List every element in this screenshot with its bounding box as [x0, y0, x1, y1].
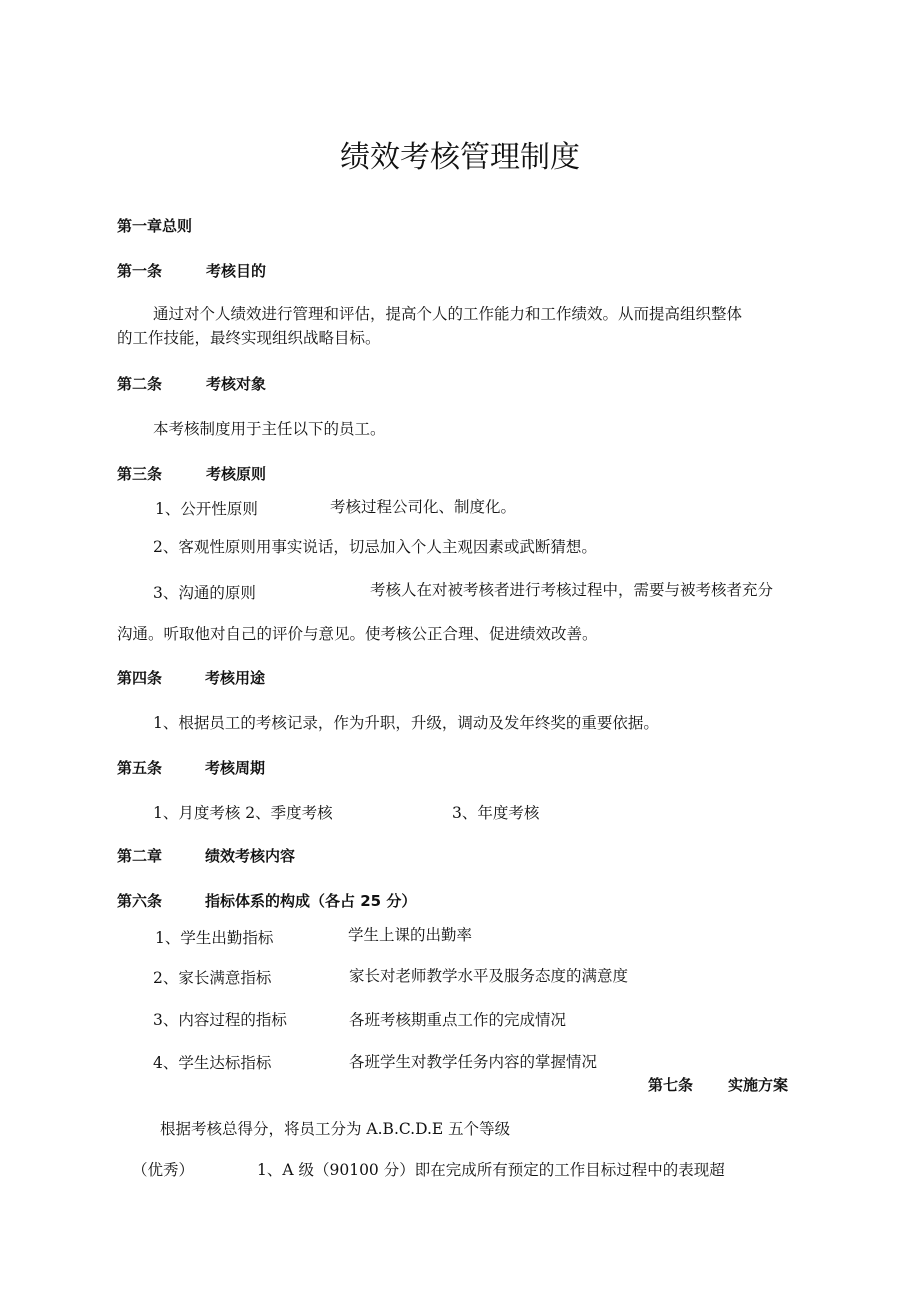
article-7-text: 根据考核总得分，将员工分为 A.B.C.D.E 五个等级	[160, 1120, 511, 1138]
indicator-3-desc: 各班考核期重点工作的完成情况	[349, 1011, 567, 1029]
article-7-title: 实施方案	[728, 1076, 789, 1094]
article-3-number: 第三条	[117, 465, 163, 483]
article-6-number: 第六条	[117, 892, 163, 910]
page-title: 绩效考核管理制度	[340, 140, 580, 175]
article-4-title: 考核用途	[205, 669, 266, 687]
indicator-4-label: 4、学生达标指标	[153, 1054, 272, 1072]
chapter-2-title: 绩效考核内容	[205, 847, 296, 865]
article-5-number: 第五条	[117, 759, 163, 777]
article-2-title: 考核对象	[206, 375, 267, 393]
usage-item-1: 1、根据员工的考核记录，作为升职，升级，调动及发年终奖的重要依据。	[153, 714, 659, 732]
article-5-title: 考核周期	[205, 759, 266, 777]
article-1-title: 考核目的	[206, 262, 267, 280]
article-1-text-line-2: 的工作技能，最终实现组织战略目标。	[117, 329, 381, 347]
principle-2-text: 2、客观性原则用事实说话，切忌加入个人主观因素或武断猜想。	[153, 538, 597, 556]
grade-a-tag: （优秀）	[132, 1161, 195, 1179]
indicator-3-label: 3、内容过程的指标	[153, 1011, 287, 1029]
chapter-2-number: 第二章	[117, 847, 163, 865]
principle-3-label: 3、沟通的原则	[153, 584, 256, 602]
indicator-2-desc: 家长对老师教学水平及服务态度的满意度	[349, 967, 629, 985]
grade-a-text: 1、A 级（90100 分）即在完成所有预定的工作目标过程中的表现超	[257, 1161, 725, 1179]
article-2-number: 第二条	[117, 375, 163, 393]
cycle-item-3: 3、年度考核	[452, 804, 540, 822]
article-1-text-line-1: 通过对个人绩效进行管理和评估，提高个人的工作能力和工作绩效。从而提高组织整体	[153, 305, 743, 323]
principle-1-text: 考核过程公司化、制度化。	[330, 498, 517, 516]
article-3-title: 考核原则	[206, 465, 267, 483]
indicator-4-desc: 各班学生对教学任务内容的掌握情况	[349, 1053, 598, 1071]
principle-3-text: 考核人在对被考核者进行考核过程中，需要与被考核者充分	[370, 581, 774, 599]
article-2-text: 本考核制度用于主任以下的员工。	[153, 420, 386, 438]
indicator-1-desc: 学生上课的出勤率	[348, 926, 473, 944]
cycle-items-1-2: 1、月度考核 2、季度考核	[153, 804, 333, 822]
principle-1-label: 1、公开性原则	[155, 500, 258, 518]
article-6-title: 指标体系的构成（各占 25 分）	[205, 892, 417, 910]
indicator-2-label: 2、家长满意指标	[153, 969, 272, 987]
principle-3-continuation: 沟通。听取他对自己的评价与意见。使考核公正合理、促进绩效改善。	[117, 625, 598, 643]
article-1-number: 第一条	[117, 262, 163, 280]
article-7-number: 第七条	[648, 1076, 694, 1094]
indicator-1-label: 1、学生出勤指标	[155, 929, 274, 947]
article-4-number: 第四条	[117, 669, 163, 687]
chapter-1-heading: 第一章总则	[117, 217, 193, 235]
